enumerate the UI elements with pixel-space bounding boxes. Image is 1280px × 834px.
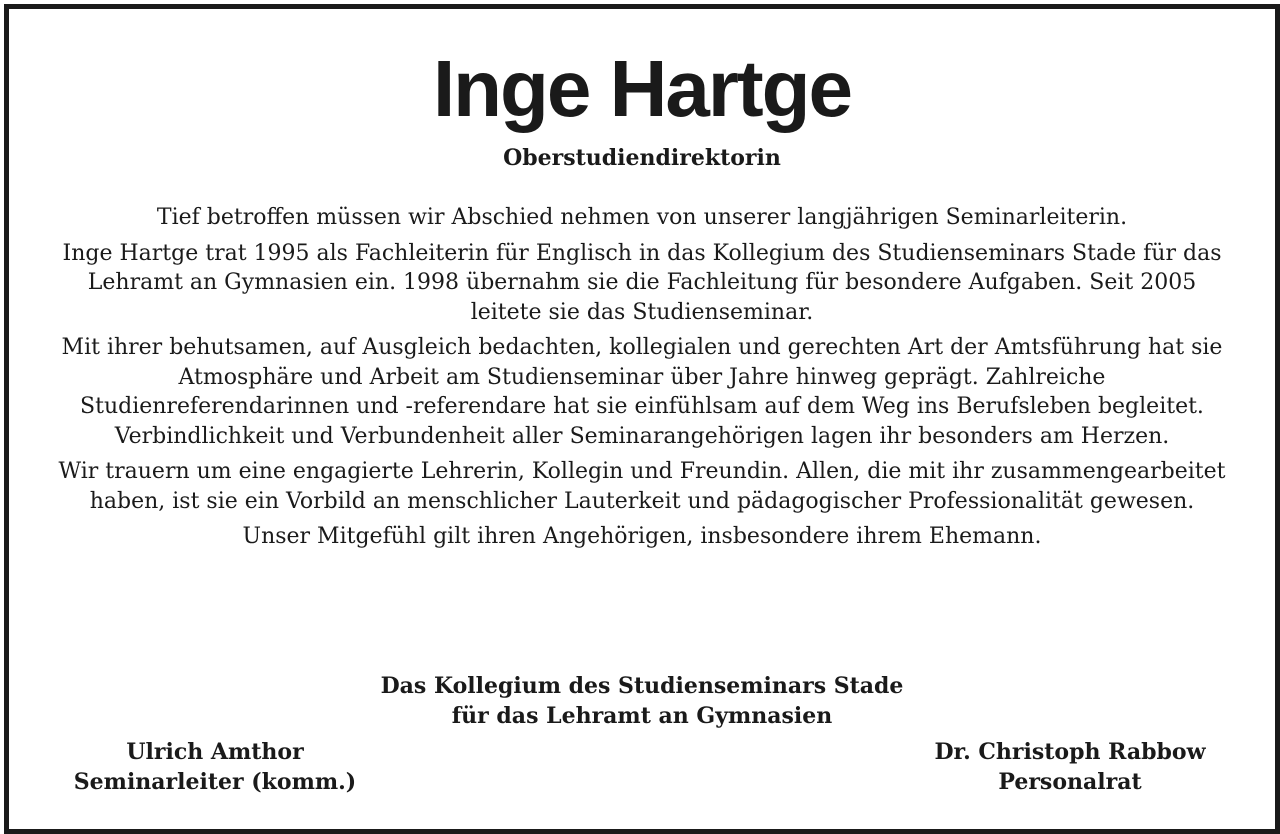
obituary-notice (4, 4, 1280, 834)
signatory-right (905, 737, 1235, 797)
paragraph-mourning: Wir trauern um eine engagierte Lehrerin, Kollegin und Freundin. Allen, die mit ihr zusammengearbeitet haben, ist sie ein Vorbild an menschlicher Lauterkeit und pädagogischer Professionalität gewesen. (58, 459, 1226, 514)
signatory-left-title: Seminarleiter (komm.) (73, 769, 357, 795)
paragraph-career: Inge Hartge trat 1995 als Fachleiterin für Englisch in das Kollegium des Studienseminars Stade für das Lehramt an Gymnasien ein. 1998 übernahm sie die Fachleitung für besondere Aufgaben. Seit 2005 leitete sie das Studienseminar. (62, 240, 1222, 325)
paragraph-intro: Tief betroffen müssen wir Abschied nehmen von unserer langjährigen Seminarleiterin. (156, 205, 1128, 230)
closing-line-2: für das Lehramt an Gymnasien (451, 703, 833, 729)
notice-body (49, 203, 1235, 558)
deceased-name: Inge Hartge (432, 44, 852, 133)
signatory-right-name: Dr. Christoph Rabbow (934, 739, 1206, 765)
paragraph-condolence: Unser Mitgefühl gilt ihren Angehörigen, insbesondere ihrem Ehemann. (242, 524, 1042, 549)
closing-line-1: Das Kollegium des Studienseminars Stade (380, 673, 904, 699)
closing-signature (9, 671, 1275, 731)
signatory-left (55, 737, 375, 797)
deceased-title: Oberstudiendirektorin (503, 145, 781, 171)
signatory-left-name: Ulrich Amthor (126, 739, 304, 765)
signatory-right-title: Personalrat (998, 769, 1142, 795)
paragraph-character: Mit ihrer behutsamen, auf Ausgleich bedachten, kollegialen und gerechten Art der Amtsführung hat sie Atmosphäre und Arbeit am Studienseminar über Jahre hinweg geprägt. Zahlreiche Studienreferendarinnen und -referendare hat sie einfühlsam auf dem Weg ins Berufsleben begleitet. Verbindlichkeit und Verbundenheit aller Seminarangehörigen lagen ihr besonders am Herzen. (61, 335, 1223, 449)
